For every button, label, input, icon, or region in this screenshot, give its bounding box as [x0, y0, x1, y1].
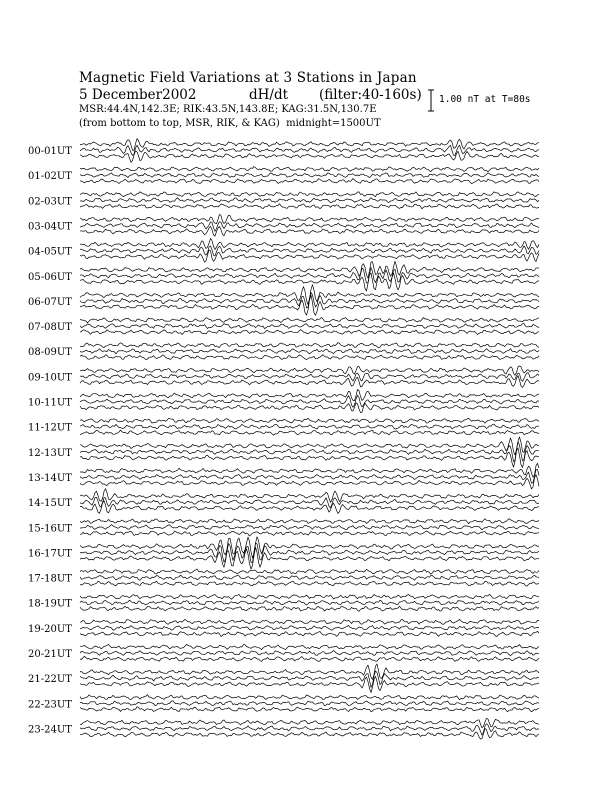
- trace-rik-15-16UT: [80, 525, 539, 530]
- trace-msr-16-17UT: [80, 547, 539, 569]
- trace-kag-15-16UT: [80, 519, 539, 524]
- trace-rik-19-20UT: [80, 625, 539, 630]
- trace-msr-03-04UT: [80, 226, 539, 236]
- trace-msr-19-20UT: [80, 631, 539, 636]
- trace-rik-20-21UT: [80, 651, 539, 656]
- hour-label: 03-04UT: [28, 221, 72, 233]
- hour-label: 09-10UT: [28, 372, 72, 384]
- hour-label: 00-01UT: [28, 146, 72, 157]
- hour-label: 23-24UT: [28, 724, 72, 736]
- trace-msr-07-08UT: [80, 330, 539, 335]
- scale-bar-label: 1.00 nT at T=80s: [439, 94, 531, 105]
- trace-msr-17-18UT: [80, 581, 539, 586]
- trace-msr-02-03UT: [80, 204, 539, 209]
- trace-rik-23-24UT: [80, 724, 539, 735]
- trace-rik-07-08UT: [80, 324, 539, 329]
- trace-kag-19-20UT: [80, 619, 539, 624]
- hour-rows: [28, 139, 539, 739]
- hour-label: 14-15UT: [28, 498, 72, 510]
- trace-rik-01-02UT: [80, 173, 539, 178]
- trace-rik-09-10UT: [80, 373, 539, 382]
- stacking-note: (from bottom to top, MSR, RIK, & KAG): [79, 118, 280, 129]
- trace-kag-11-12UT: [80, 418, 539, 423]
- hour-label: 08-09UT: [28, 347, 72, 359]
- trace-rik-18-19UT: [80, 600, 539, 605]
- trace-rik-14-15UT: [80, 497, 539, 508]
- trace-rik-10-11UT: [80, 395, 539, 407]
- hour-label: 02-03UT: [28, 196, 72, 208]
- hour-label: 11-12UT: [28, 422, 72, 434]
- trace-rik-22-23UT: [80, 701, 539, 706]
- trace-kag-16-17UT: [80, 537, 539, 558]
- hour-label: 04-05UT: [28, 246, 72, 258]
- trace-kag-23-24UT: [80, 718, 539, 727]
- trace-kag-13-14UT: [80, 463, 539, 477]
- date-label: 5 December2002: [79, 87, 197, 103]
- trace-msr-18-19UT: [80, 606, 539, 611]
- midnight-note: midnight=1500UT: [286, 118, 381, 129]
- trace-rik-00-01UT: [80, 145, 539, 155]
- trace-kag-18-19UT: [80, 594, 539, 599]
- trace-kag-03-04UT: [80, 214, 539, 223]
- trace-msr-22-23UT: [80, 707, 539, 712]
- hour-label: 17-18UT: [28, 573, 72, 585]
- hour-label: 20-21UT: [28, 649, 72, 660]
- trace-kag-04-05UT: [80, 238, 539, 249]
- trace-msr-15-16UT: [80, 531, 539, 536]
- trace-kag-17-18UT: [80, 569, 539, 574]
- trace-rik-03-04UT: [80, 222, 539, 232]
- trace-kag-14-15UT: [80, 489, 539, 503]
- trace-msr-00-01UT: [80, 151, 539, 162]
- trace-msr-09-10UT: [80, 376, 539, 388]
- trace-rik-17-18UT: [80, 575, 539, 580]
- hour-label: 12-13UT: [28, 447, 72, 459]
- stations-label: MSR:44.4N,142.3E; RIK:43.5N,143.8E; KAG:31.5N,130.7E: [79, 104, 377, 115]
- trace-msr-23-24UT: [80, 729, 539, 740]
- trace-msr-08-09UT: [80, 355, 539, 360]
- trace-kag-22-23UT: [80, 695, 539, 700]
- filter-label: (filter:40-160s): [319, 87, 422, 103]
- trace-rik-21-22UT: [80, 671, 539, 687]
- hour-label: 21-22UT: [28, 674, 72, 686]
- component-label: dH/dt: [249, 87, 289, 103]
- trace-msr-21-22UT: [80, 676, 539, 692]
- trace-rik-08-09UT: [80, 349, 539, 354]
- trace-kag-01-02UT: [80, 167, 539, 172]
- hour-label: 06-07UT: [28, 296, 72, 308]
- trace-kag-09-10UT: [80, 366, 539, 375]
- trace-rik-04-05UT: [80, 246, 539, 256]
- chart-title: Magnetic Field Variations at 3 Stations in Japan: [79, 70, 417, 86]
- trace-msr-11-12UT: [80, 430, 539, 435]
- hour-label: 13-14UT: [28, 472, 72, 484]
- hour-label: 18-19UT: [28, 598, 72, 610]
- trace-kag-07-08UT: [80, 318, 539, 323]
- hour-label: 10-11UT: [28, 397, 72, 409]
- hour-label: 22-23UT: [28, 699, 72, 711]
- trace-kag-12-13UT: [80, 437, 539, 455]
- trace-rik-02-03UT: [80, 198, 539, 203]
- hour-label: 19-20UT: [28, 623, 72, 635]
- trace-rik-11-12UT: [80, 424, 539, 429]
- trace-msr-10-11UT: [80, 403, 539, 413]
- trace-msr-01-02UT: [80, 179, 539, 184]
- trace-msr-04-05UT: [80, 250, 539, 262]
- hour-label: 01-02UT: [28, 171, 72, 183]
- trace-kag-08-09UT: [80, 343, 539, 348]
- hour-label: 16-17UT: [28, 548, 72, 560]
- hour-label: 05-06UT: [28, 271, 72, 283]
- trace-kag-10-11UT: [80, 389, 539, 400]
- trace-kag-02-03UT: [80, 192, 539, 197]
- trace-msr-20-21UT: [80, 656, 539, 661]
- trace-msr-13-14UT: [80, 475, 539, 489]
- trace-kag-20-21UT: [80, 644, 539, 649]
- hour-label: 15-16UT: [28, 523, 72, 535]
- hour-label: 07-08UT: [28, 322, 72, 334]
